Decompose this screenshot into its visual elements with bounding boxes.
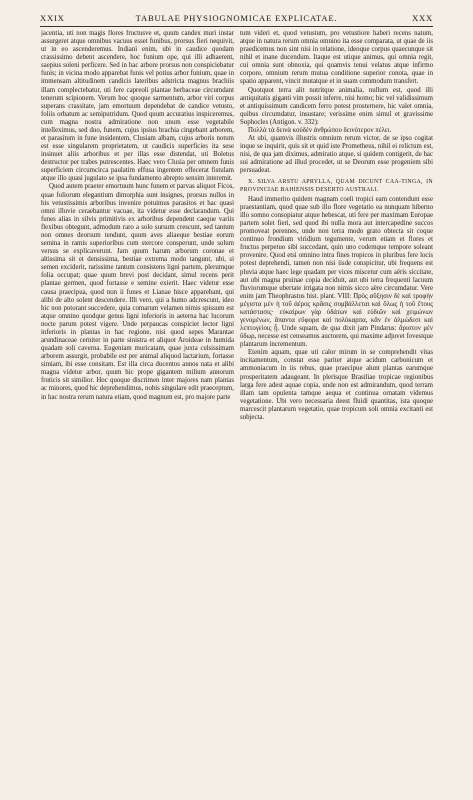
running-header — [40, 13, 433, 27]
greek-quote: Πολλὰ τὰ δεινὰ κοὐδὲν ἀνθρώπου δεινότερον πέλει. — [248, 126, 392, 134]
running-title: TABULAE PHYSIOGNOMICAE EXPLICATAE. — [135, 13, 338, 23]
paragraph: Quod autem praeter emortuum hunc funem et parvas aliquot Ficos, quae foliorum elegantium dimorphia sunt insignes, prorsus nullos in his vetustissimis arboribus invenire potuimus parasitos et hac quasi omni illuvie ceraebantur vacuae, ita videtur esse declarandum. Qui funes alias in silvis primitivis ex arboribus dependent caeque variis flexibus obtegunt, admodum raro a solo sursum crescunt, sed tantum non omnes deorsum tendunt, quum aves aliaeque bestiae eorum semina in ramis superioribus cum stercore consperunt, unde solum versus se explicaverunt. Jam quum harum arborum coronae et altissima sit et densissima, bestiae extrema modo tangunt, ubi, si semen exciderit, rarissime tantum consistens ligni partem, plerumque folia occupat; quae quum brevi post decidant, simul recens perit plantae germen, quod fortasse e semine exierit. Haec videtur esse causa praecipua, quod non ii funes et Lianae hisce apparebant, qui alibi de alto solent descendere. Illi vero, qui a humo adcrescunt, ideo hic non potorant succedere, quia comarum velamen nimis spissum est atque omnino quodque genus ligni inferioris in aeterna hac lucorum nocte parum potest vigere. Unde perpaucas conspiciet lector ligni inferioris in plantas in hac regione, nisi quod sepes Marantae arundinaceae cerniter in parte sinistra et aliquot Aroideae in humida quadam soli caverna. Eugeniam muricatam, quae juxta celsissimam arborem assurgit, probabile est per animal aliquod lactarium, fortasse simiam, ibi esse consitam. Est illa circa ducentos annos nata et alibi magna videtur arbor, quum hic prope gigantem milium annorum fruticis sit similior. Hoc quoque discrimen inter majores nam plantas ac minores, quod hic deprehendimus, nobis singulare edit praeceptum, in hac nostra rerum natura etiam, quod magnum est, pro majore parte — [41, 183, 234, 401]
right-column — [240, 30, 433, 785]
paragraph: Etenim aquam, quae uti calor mirum in se comprehendit vitas incitamentum, constat esse pariter atque acidum carbonicum et ammoniacum in iis rebus, quae praecipue alunt plantas earumque prosperitatem adaugeant. In plerisque Brasiliae tropicae regionibus larga fere adest aquae copia, unde non est admirandum, quod terram illam tam opulenta tamque aequa et continua ornatam videmus vegetatione. Ubi vero necessaria deest fluidi quantitas, ista quoque marcescit plantarum vegetatio, quae tropicum soli omnia excitanti est subjecta. — [240, 349, 433, 421]
header-rule — [40, 26, 433, 27]
paragraph: tum videri et, quod vetustum, pro vetustiore haberi recens natum, atque in natura rerum omnia omnino ita esse comparata, ut quae de iis praedicemus non sint nisi in relatione, ideoque corpus quaecunque sit nihil et inane ducendum. Itaque est utique animus, qui omnia regit, cui omnia sunt obnoxia, qui quamvis tenui velatus atque infirmo corpore, omnium rerum mutua conditione superior conota, quae in spatio apparent, vincit mutatque et in suam commodum transfert. — [240, 30, 433, 86]
page-number-right: XXX — [411, 13, 433, 23]
page-number-left: XXIX — [40, 13, 65, 23]
left-column — [41, 30, 234, 785]
paragraph: jacentia, uti non magis flores fructusve et, quum candex muri instar assurgeret atque omnibus vacuus esset funibus, prorsus fieri nequivit, ut in eo ascenderemus. Indiani enim, ubi in caudice quodam crassissimo debent ascendere, hoc funium ope, qui illi adhaerent, saepius soleni perficere. Sed in hac arbore prorsus non conspiciebatur funis; in vicina modo apparebat funis vel potius arbor funium, quae in immensam altitudinem candicis lateribus adstricta magnus brachiis illam complectebatur, uti fere capreoli plantae herbaceae circumdant tenerum scipionem. Verum hoc quoque sarmentum, arbor viri corpus superans crassitate, jam emortuum dependebat de candice vetusto, foliis orbatum ac semiputridum. Quod quum accuratius inspiceremus, cum magna nostra admiratione non unum esse vegetabile intelleximus, sed duo, funem, cujus ipsius brachia cingebant arborem, et parasitum in fune insidentem, Clusiam albam, cujus arboris notum est esse singularem proprietatem, ut caudicis superficies ita sese insinuet aliis arboribus et per illas esse distendat, uti Boletus destructor per trabes putrescentes. Haec vero Clusia per omnem funis superficiem circumcirca paulatim effusa ingentem effecerat fistulam atque illo quasi jugulato se ipsa fundamento abrepto sensim interemit. — [41, 30, 234, 183]
paragraph: At ubi, quamvis illustris omnium rerum victor, de se ipso cogitat inque se inquirit, quis sit et quid iste Prometheus, nihil ei relictum est, nisi, de qua jam diximus, admiratio atque, si quidem contigerit, de hac sui admiratione ad illud procedet, ut se Deorum esse progeniem sibi persuadeat. — [240, 135, 433, 175]
paragraph: Haud immerito quidem magnam coeli tropici eam contendunt esse praestantiam, quod quae sub illo flore vegetatio ea nunquam hiberno illo somno consopiatur atque hebescat, uti fere per maximam Europae partem solet fieri, sed quod ibi nulla mora aut intercapedine succos promoveat perennes, unde non terra modo grato obtecta sit coque continuo frondium viridium tegumente, verum etiam et flores et fructus perpetuo sibi succedant, quin uno codemque tempore soleant provenire. Quod etsi omnino intra fines tropicos in pluribus fere locis potest deprehendi, tamen non nisi iisde conspicitur, ubi frequens est pluvia atque haec lege quadam per vices miscetur cum aëris siccitate, aut ubi magna pruinae copia deciduit, aut ubi terra frequenti lacuum fluviorumque ubertate irrigata non nimis sicco aëre circumdatur. Vere enim jam Theophrastus hist. plant. VIII: Πρὸς αὔξησιν δὲ καὶ τροφὴν μέγιστα μὲν ἡ τοῦ ἀέρος κρᾶσις συμβάλλεται καὶ ὅλως ἡ τοῦ ἔτους κατάστασις· εὐκαίρων γὰρ ὑδάτων καὶ εὐδιῶν καὶ χειμώνων γενομένων, ἅπαντα εὔφορα καὶ πολύκαρπα, κἂν ἐν ἁλμώδεσι καὶ λεπτογείοις ᾖ. Unde squam, de qua dixit jam Pindarus: ἄριστον μὲν ὕδωρ, necesse est censeamus auctorem, qui maxime adjuvet fovestque plantarum incrementum. — [240, 195, 433, 349]
section-heading: X. SILVA ARSTU APRYLLA, QUAM DICUNT CAA-TINGA, IN PROVINCIAE BAHIENSIS DESERTO AUSTRALI. — [240, 179, 433, 193]
paragraph: Quotquot terra alit nutritque animalia, nullum est, quod illi antiquitatis giganti vim possit inferre, nisi homo; hic vel validissimum et antiquissimum candicem ferro potest prosternere, hic valet omnia, quibus circumdatur, insustare; verissime enim simul et gravissime Sophocles (Antigon. v. 332): — [240, 86, 433, 126]
